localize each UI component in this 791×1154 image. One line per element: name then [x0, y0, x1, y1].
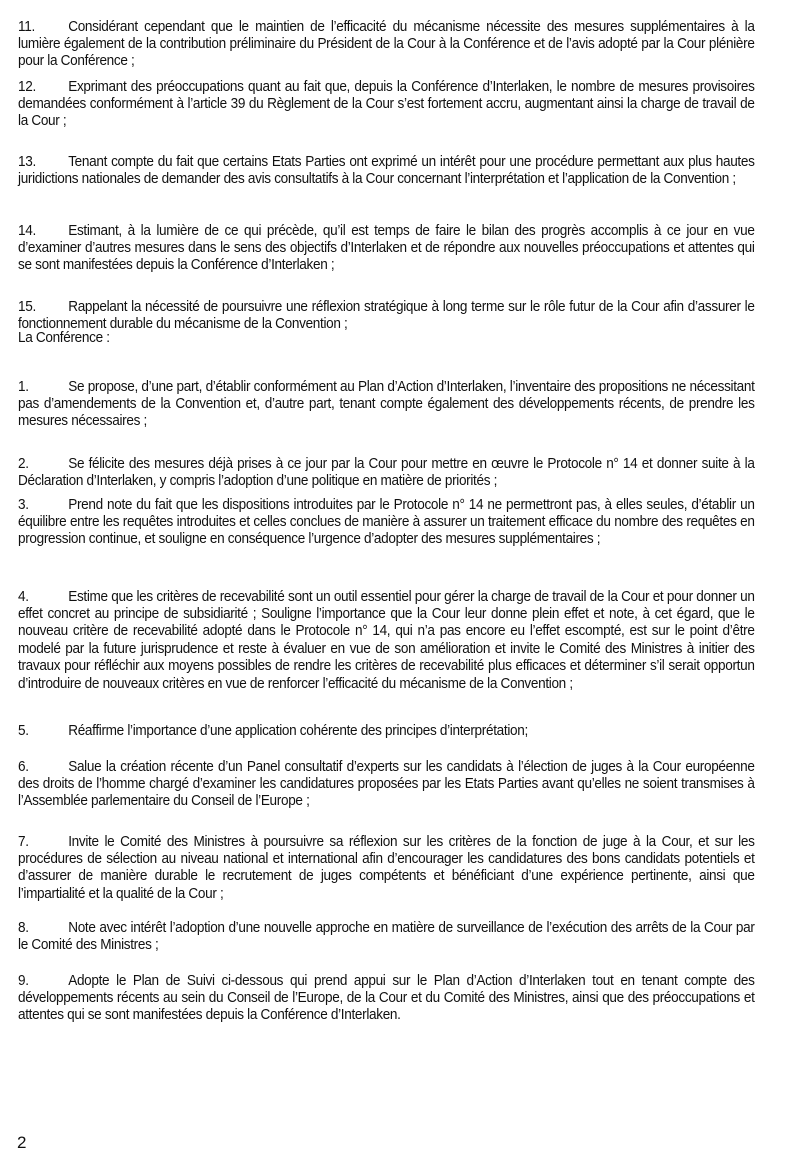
paragraph-number: 12.	[18, 78, 36, 95]
operative-paragraph-3	[18, 497, 755, 549]
paragraph-number: 8.	[18, 919, 29, 936]
preamble-paragraph-14	[18, 223, 755, 275]
conference-heading: La Conférence :	[18, 330, 110, 346]
paragraph-text: Invite le Comité des Ministres à poursuivre sa réflexion sur les critères de la fonction de juge à la Cour, et sur les procédures de sélection au niveau national et international afin d’encourager les candidatures des bons candidats potentiels et d’assurer de manière durable le recrutement de juges compétents et bénéficiant d’une expérience pertinente, ainsi que l’impartialité et la qualité de la Cour ;	[18, 833, 755, 902]
paragraph-text: Estimant, à la lumière de ce qui précède, qu’il est temps de faire le bilan des progrès accomplis à ce jour en vue d’examiner d’autres mesures dans le sens des objectifs d’Interlaken et de répondre aux nouvelles préoccupations et attentes qui se sont manifestées depuis la Conférence d’Interlaken ;	[18, 222, 755, 274]
paragraph-text: Estime que les critères de recevabilité sont un outil essentiel pour gérer la charge de travail de la Cour et pour donner un effet concret au principe de subsidiarité ; Souligne l’importance que la Cour leur donne plein effet et note, à cet égard, que le nouveau critère de recevabilité adopté dans le Protocole n° 14, qui n’a pas encore eu l’effet escompté, est sur le point d’être modelé par la future jurisprudence et reste à évaluer en vue de son amélioration et invite le Comité des Ministres à initier des travaux pour réfléchir aux moyens possibles de rendre les critères de recevabilité plus efficaces et déterminer s’il serait opportun d’introduire de nouveaux critères en vue de renforcer l’efficacité du mécanisme de la Convention ;	[18, 588, 755, 692]
paragraph-text: Prend note du fait que les dispositions introduites par le Protocole n° 14 ne permettront pas, à elles seules, d’établir un équilibre entre les requêtes introduites et celles conclues de manière à assurer un traitement efficace du nombre des requêtes en progression continue, et souligne en conséquence l’urgence d’adopter des mesures supplémentaires ;	[18, 496, 755, 548]
paragraph-text: Réaffirme l’importance d’une application cohérente des principes d’interprétation;	[68, 722, 528, 739]
paragraph-text: Salue la création récente d’un Panel consultatif d’experts sur les candidats à l’élection de juges à la Cour européenne des droits de l’homme chargé d’examiner les candidatures proposées par les Etats Parties avant qu’elles ne soient transmises à l’Assemblée parlementaire du Conseil de l’Europe ;	[18, 758, 755, 810]
paragraph-number: 3.	[18, 496, 29, 513]
paragraph-text: Tenant compte du fait que certains Etats Parties ont exprimé un intérêt pour une procédure permettant aux plus hautes juridictions nationales de demander des avis consultatifs à la Cour concernant l’interprétation et l’application de la Convention ;	[18, 153, 755, 187]
operative-paragraph-8	[18, 920, 755, 955]
preamble-paragraph-12	[18, 79, 755, 131]
paragraph-number: 7.	[18, 833, 29, 850]
paragraph-text: Note avec intérêt l’adoption d’une nouvelle approche en matière de surveillance de l’exécution des arrêts de la Cour par le Comité des Ministres ;	[18, 919, 755, 953]
paragraph-text: Considérant cependant que le maintien de l’efficacité du mécanisme nécessite des mesures supplémentaires à la lumière également de la contribution préliminaire du Président de la Cour à la Conférence et de l’avis adopté par la Cour plénière pour la Conférence ;	[18, 18, 755, 70]
operative-paragraph-7	[18, 834, 755, 904]
paragraph-number: 11.	[18, 18, 35, 35]
paragraph-number: 14.	[18, 222, 36, 239]
paragraph-number: 6.	[18, 758, 29, 775]
operative-paragraph-6	[18, 759, 755, 811]
paragraph-number: 2.	[18, 455, 29, 472]
paragraph-text: Rappelant la nécessité de poursuivre une réflexion stratégique à long terme sur le rôle futur de la Cour afin d’assurer le fonctionnement durable du mécanisme de la Convention ;	[18, 298, 755, 332]
paragraph-number: 13.	[18, 153, 36, 170]
operative-paragraph-9	[18, 973, 755, 1025]
operative-paragraph-2	[18, 456, 755, 491]
paragraph-text: Se propose, d’une part, d’établir conformément au Plan d’Action d’Interlaken, l’inventaire des propositions ne nécessitant pas d’amendements de la Convention et, d’autre part, tenant compte également des développements récents, de prendre les mesures nécessaires ;	[18, 378, 755, 430]
preamble-paragraph-11	[18, 19, 755, 71]
paragraph-number: 5.	[18, 722, 29, 739]
paragraph-text: Exprimant des préoccupations quant au fait que, depuis la Conférence d’Interlaken, le nombre de mesures provisoires demandées conformément à l’article 39 du Règlement de la Cour s’est fortement accru, augmentant ainsi la charge de travail de la Cour ;	[18, 78, 755, 130]
paragraph-text: Adopte le Plan de Suivi ci-dessous qui prend appui sur le Plan d’Action d’Interlaken tout en tenant compte des développements récents au sein du Conseil de l’Europe, de la Cour et du Comité des Ministres, ainsi que des préoccupations et attentes qui se sont manifestées depuis la Conférence d’Interlaken.	[18, 972, 755, 1024]
paragraph-number: 4.	[18, 588, 29, 605]
paragraph-text: Se félicite des mesures déjà prises à ce jour par la Cour pour mettre en œuvre le Protocole n° 14 et donner suite à la Déclaration d’Interlaken, y compris l’adoption d’une politique en matière de priorités ;	[18, 455, 755, 489]
preamble-paragraph-15	[18, 299, 755, 334]
page-number: 2	[17, 1133, 27, 1152]
operative-paragraph-1	[18, 379, 755, 431]
operative-paragraph-4	[18, 589, 755, 693]
preamble-paragraph-13	[18, 154, 755, 189]
paragraph-number: 9.	[18, 972, 29, 989]
operative-paragraph-5	[18, 723, 755, 740]
paragraph-number: 1.	[18, 378, 29, 395]
paragraph-number: 15.	[18, 298, 36, 315]
